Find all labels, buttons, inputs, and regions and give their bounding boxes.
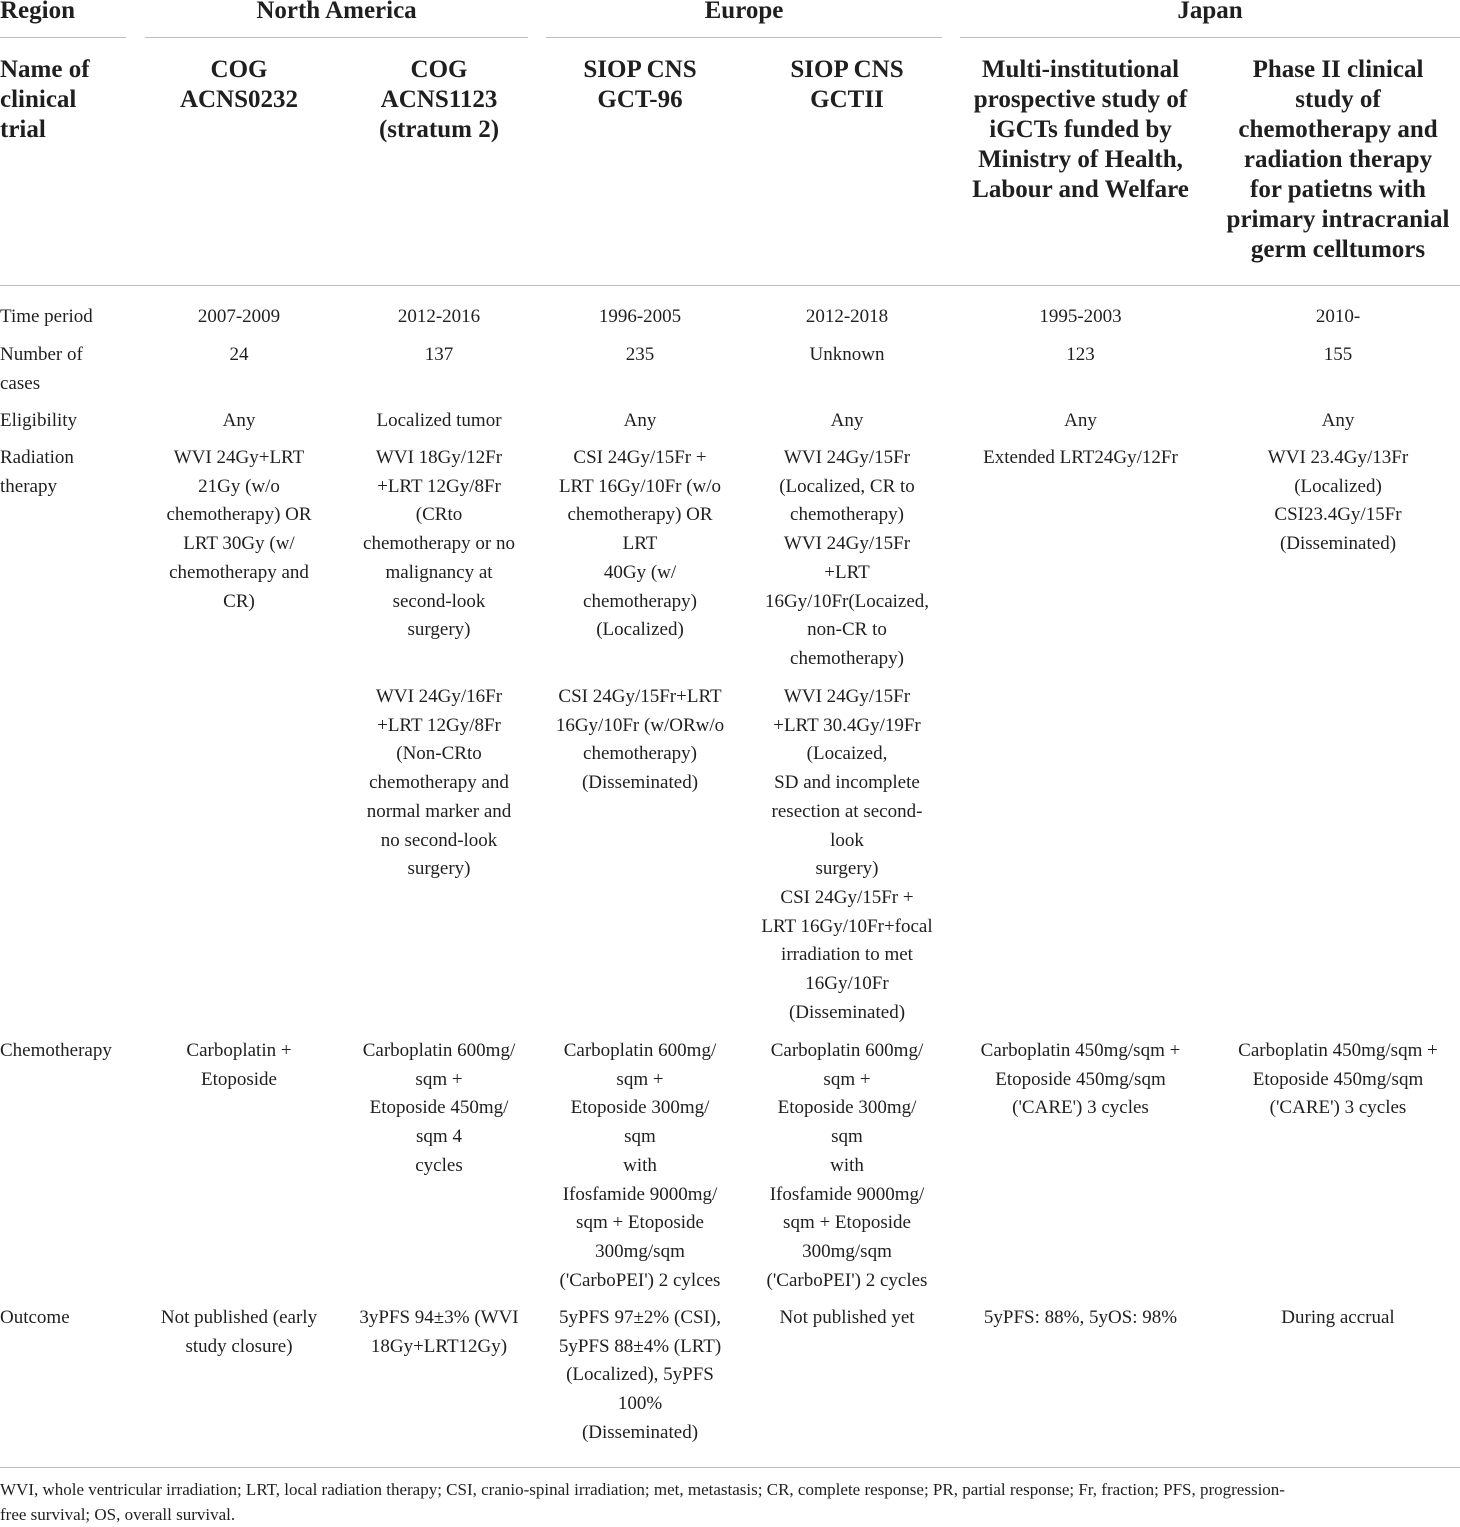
trial-name-gct96: SIOP CNS GCT-96 (583, 56, 697, 113)
radiation-cell: WVI 24Gy/15Fr (Localized, CR to chemotherapy) WVI 24Gy/15Fr +LRT 16Gy/10Fr(Locaized, non-CR to chemotherapy) (764, 447, 930, 669)
table-bottom-rule (0, 1467, 1460, 1468)
trial-name-acns1123: COG ACNS1123 (stratum 2) (378, 56, 500, 143)
radiation-label: Radiation therapy (0, 447, 74, 497)
eligibility-cell: Any (222, 410, 256, 431)
radiation-cell: WVI 23.4Gy/13Fr (Localized) CSI23.4Gy/15Fr (Disseminated) (1267, 447, 1409, 555)
europe-rule (546, 37, 942, 38)
outcome-cell: 5yPFS: 88%, 5yOS: 98% (983, 1307, 1178, 1328)
eligibility-cell: Any (1321, 410, 1355, 431)
trial-name-phase2: Phase II clinical study of chemotherapy and radiation therapy for patietns with primary intracranial germ celltumors (1226, 56, 1450, 263)
radiation-cell: CSI 24Gy/15Fr+LRT 16Gy/10Fr (w/ORw/o chemotherapy) (Disseminated) (555, 686, 725, 794)
north-america-rule (145, 37, 528, 38)
chemotherapy-cell: Carboplatin + Etoposide (186, 1040, 292, 1090)
cases-cell: 24 (229, 344, 249, 365)
cases-cell: 155 (1323, 344, 1353, 365)
eligibility-cell: Any (1064, 410, 1097, 431)
cases-cell: Unknown (809, 344, 885, 365)
cases-label: Number of cases (0, 344, 83, 394)
table-footnote: WVI, whole ventricular irradiation; LRT, local radiation therapy; CSI, cranio-spinal irradiation; met, metastasis; CR, complete response; PR, partial response; Fr, fraction; PFS, progression- free survival; OS, overall survival. (0, 1480, 1285, 1524)
eligibility-cell: Any (830, 410, 864, 431)
region-label: Region (0, 0, 75, 24)
cases-cell: 235 (625, 344, 655, 365)
chemotherapy-cell: Carboplatin 450mg/sqm + Etoposide 450mg/sqm ('CARE') 3 cycles (980, 1040, 1181, 1119)
time-period-cell: 1996-2005 (598, 306, 682, 327)
chemotherapy-label: Chemotherapy (0, 1040, 112, 1061)
region-north-america: North America (256, 0, 417, 24)
cases-cell: 123 (1066, 344, 1095, 365)
outcome-cell: Not published (early study closure) (160, 1307, 318, 1357)
radiation-cell: WVI 18Gy/12Fr +LRT 12Gy/8Fr (CRto chemotherapy or no malignancy at second-look surgery) (363, 447, 515, 641)
radiation-cell: CSI 24Gy/15Fr + LRT 16Gy/10Fr (w/o chemotherapy) OR LRT 40Gy (w/ chemotherapy) (Localized) (558, 447, 722, 641)
header-rule (0, 285, 1460, 286)
trial-name-mhlw: Multi-institutional prospective study of iGCTs funded by Ministry of Health, Labour and Welfare (972, 56, 1189, 203)
time-period-cell: 2010- (1315, 306, 1361, 327)
trial-name-gctii: SIOP CNS GCTII (790, 56, 904, 113)
chemotherapy-cell: Carboplatin 450mg/sqm + Etoposide 450mg/sqm ('CARE') 3 cycles (1238, 1040, 1438, 1119)
outcome-label: Outcome (0, 1307, 70, 1328)
time-period-cell: 2007-2009 (197, 306, 281, 327)
radiation-cell: WVI 24Gy/16Fr +LRT 12Gy/8Fr (Non-CRto chemotherapy and normal marker and no second-look surgery) (366, 686, 512, 880)
outcome-cell: Not published yet (779, 1307, 915, 1328)
time-period-cell: 2012-2018 (805, 306, 889, 327)
radiation-cell: Extended LRT24Gy/12Fr (983, 447, 1178, 468)
trial-name-acns0232: COG ACNS0232 (179, 56, 299, 113)
radiation-cell: WVI 24Gy/15Fr +LRT 30.4Gy/19Fr (Locaized, SD and incomplete resection at second- look surgery) CSI 24Gy/15Fr + LRT 16Gy/10Fr+focal irradiation to met 16Gy/10Fr (Disseminated) (761, 686, 933, 1023)
outcome-cell: 5yPFS 97±2% (CSI), 5yPFS 88±4% (LRT) (Localized), 5yPFS 100% (Disseminated) (558, 1307, 722, 1443)
japan-rule (960, 37, 1460, 38)
outcome-cell: During accrual (1281, 1307, 1395, 1328)
chemotherapy-cell: Carboplatin 600mg/ sqm + Etoposide 450mg/ sqm 4 cycles (362, 1040, 516, 1176)
time-period-cell: 1995-2003 (1039, 306, 1122, 327)
eligibility-label: Eligibility (0, 410, 78, 431)
chemotherapy-cell: Carboplatin 600mg/ sqm + Etoposide 300mg/ sqm with Ifosfamide 9000mg/ sqm + Etoposide 300mg/sqm ('CarboPEI') 2 cylces (559, 1040, 721, 1291)
region-japan: Japan (1177, 0, 1243, 24)
time-period-label: Time period (0, 306, 93, 327)
eligibility-cell: Localized tumor (376, 410, 502, 431)
eligibility-cell: Any (623, 410, 657, 431)
cases-cell: 137 (424, 344, 454, 365)
time-period-cell: 2012-2016 (397, 306, 481, 327)
region-europe: Europe (704, 0, 784, 24)
region-label-rule (0, 37, 126, 38)
trial-name-label: Name of clinical trial (0, 56, 90, 143)
outcome-cell: 3yPFS 94±3% (WVI 18Gy+LRT12Gy) (359, 1307, 519, 1357)
chemotherapy-cell: Carboplatin 600mg/ sqm + Etoposide 300mg/ sqm with Ifosfamide 9000mg/ sqm + Etoposide 300mg/sqm ('CarboPEI') 2 cycles (766, 1040, 928, 1291)
radiation-cell: WVI 24Gy+LRT 21Gy (w/o chemotherapy) OR LRT 30Gy (w/ chemotherapy and CR) (166, 447, 312, 612)
